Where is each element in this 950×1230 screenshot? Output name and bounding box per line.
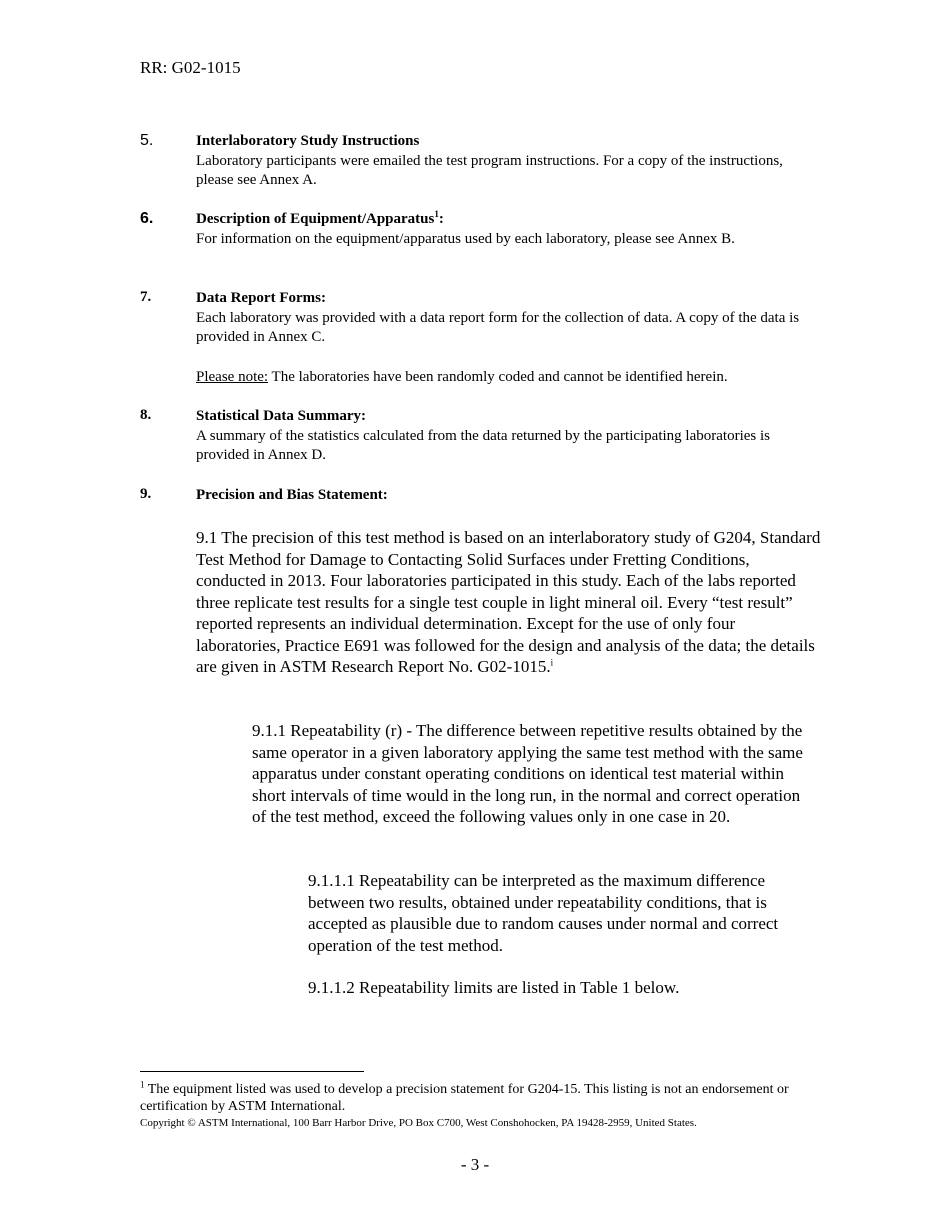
endnote-ref: i (550, 657, 554, 668)
section-5 (140, 132, 820, 191)
paragraph-9-1-1-2: 9.1.1.2 Repeatability limits are listed in Table 1 below. (308, 978, 680, 997)
paragraph-9-1: 9.1 The precision of this test method is based on an interlaboratory study of G204, Standard Test Method for Damage to Contacting Solid Surfaces under Fretting Conditions, conducted in 2013. Four laboratories participated in this study. Each of the labs reported three replicate test results for a single test couple in light mineral oil. Every “test result” reported represents an individual determination. Except for the use of only four laboratories, Practice E691 was followed for the design and analysis of the data; the details are given in ASTM Research Report No. G02-1015.$^i$ (196, 528, 821, 676)
section-text: For information on the equipment/apparatus used by each laboratory, please see Annex B. (196, 230, 735, 247)
section-title: Statistical Data Summary: (196, 408, 366, 424)
section-title: Interlaboratory Study Instructions (196, 133, 420, 149)
copyright-notice: Copyright © ASTM International, 100 Barr Harbor Drive, PO Box C700, West Conshohocken, PA 19428-2959, United States. (140, 1117, 697, 1129)
section-title: Data Report Forms: (196, 290, 326, 306)
section-text: Each laboratory was provided with a data report form for the collection of data. A copy of the data is provided in Annex C. (196, 309, 800, 345)
paragraph-9-1-1: 9.1.1 Repeatability (r) - The difference between repetitive results obtained by the same operator in a given laboratory applying the same test method with the same apparatus under constant operating conditions on identical test material within short intervals of time would in the long run, in the normal and correct operation of the test method, exceed the following values only in one case in 20. (252, 721, 803, 826)
section-6 (140, 210, 820, 249)
page-number: - 3 - (460, 1155, 490, 1174)
section-number: 7. (140, 289, 152, 305)
section-number: 6. (140, 210, 154, 227)
footnote-divider (140, 1071, 364, 1072)
section-title: Description of Equipment/Apparatus$^1$: (196, 209, 444, 227)
paragraph-9-1-1-1: 9.1.1.1 Repeatability can be interpreted as the maximum difference between two results, obtained under repeatability conditions, that is accepted as plausible due to random causes under normal and correct operation of the test method. (308, 871, 779, 955)
section-text: A summary of the statistics calculated from the data returned by the participating laboratories is provided in Annex D. (196, 427, 770, 463)
section-number: 9. (140, 486, 152, 502)
please-note: Please note: The laboratories have been randomly coded and cannot be identified herein. (196, 368, 728, 385)
section-number: 5. (140, 132, 154, 149)
section-number: 8. (140, 407, 152, 423)
section-7 (140, 289, 820, 387)
section-8 (140, 407, 820, 466)
section-text: Laboratory participants were emailed the test program instructions. For a copy of the instructions, please see Annex A. (196, 152, 783, 188)
footnote-ref: 1 (434, 209, 439, 219)
footnote: $^1$ The equipment listed was used to develop a precision statement for G204-15. This listing is not an endorsement or certification by ASTM International. (140, 1079, 789, 1114)
section-9 (140, 486, 820, 506)
section-title: Precision and Bias Statement: (196, 487, 388, 503)
report-id-header: RR: G02-1015 (140, 58, 241, 77)
footnote-mark: 1 (140, 1079, 145, 1090)
